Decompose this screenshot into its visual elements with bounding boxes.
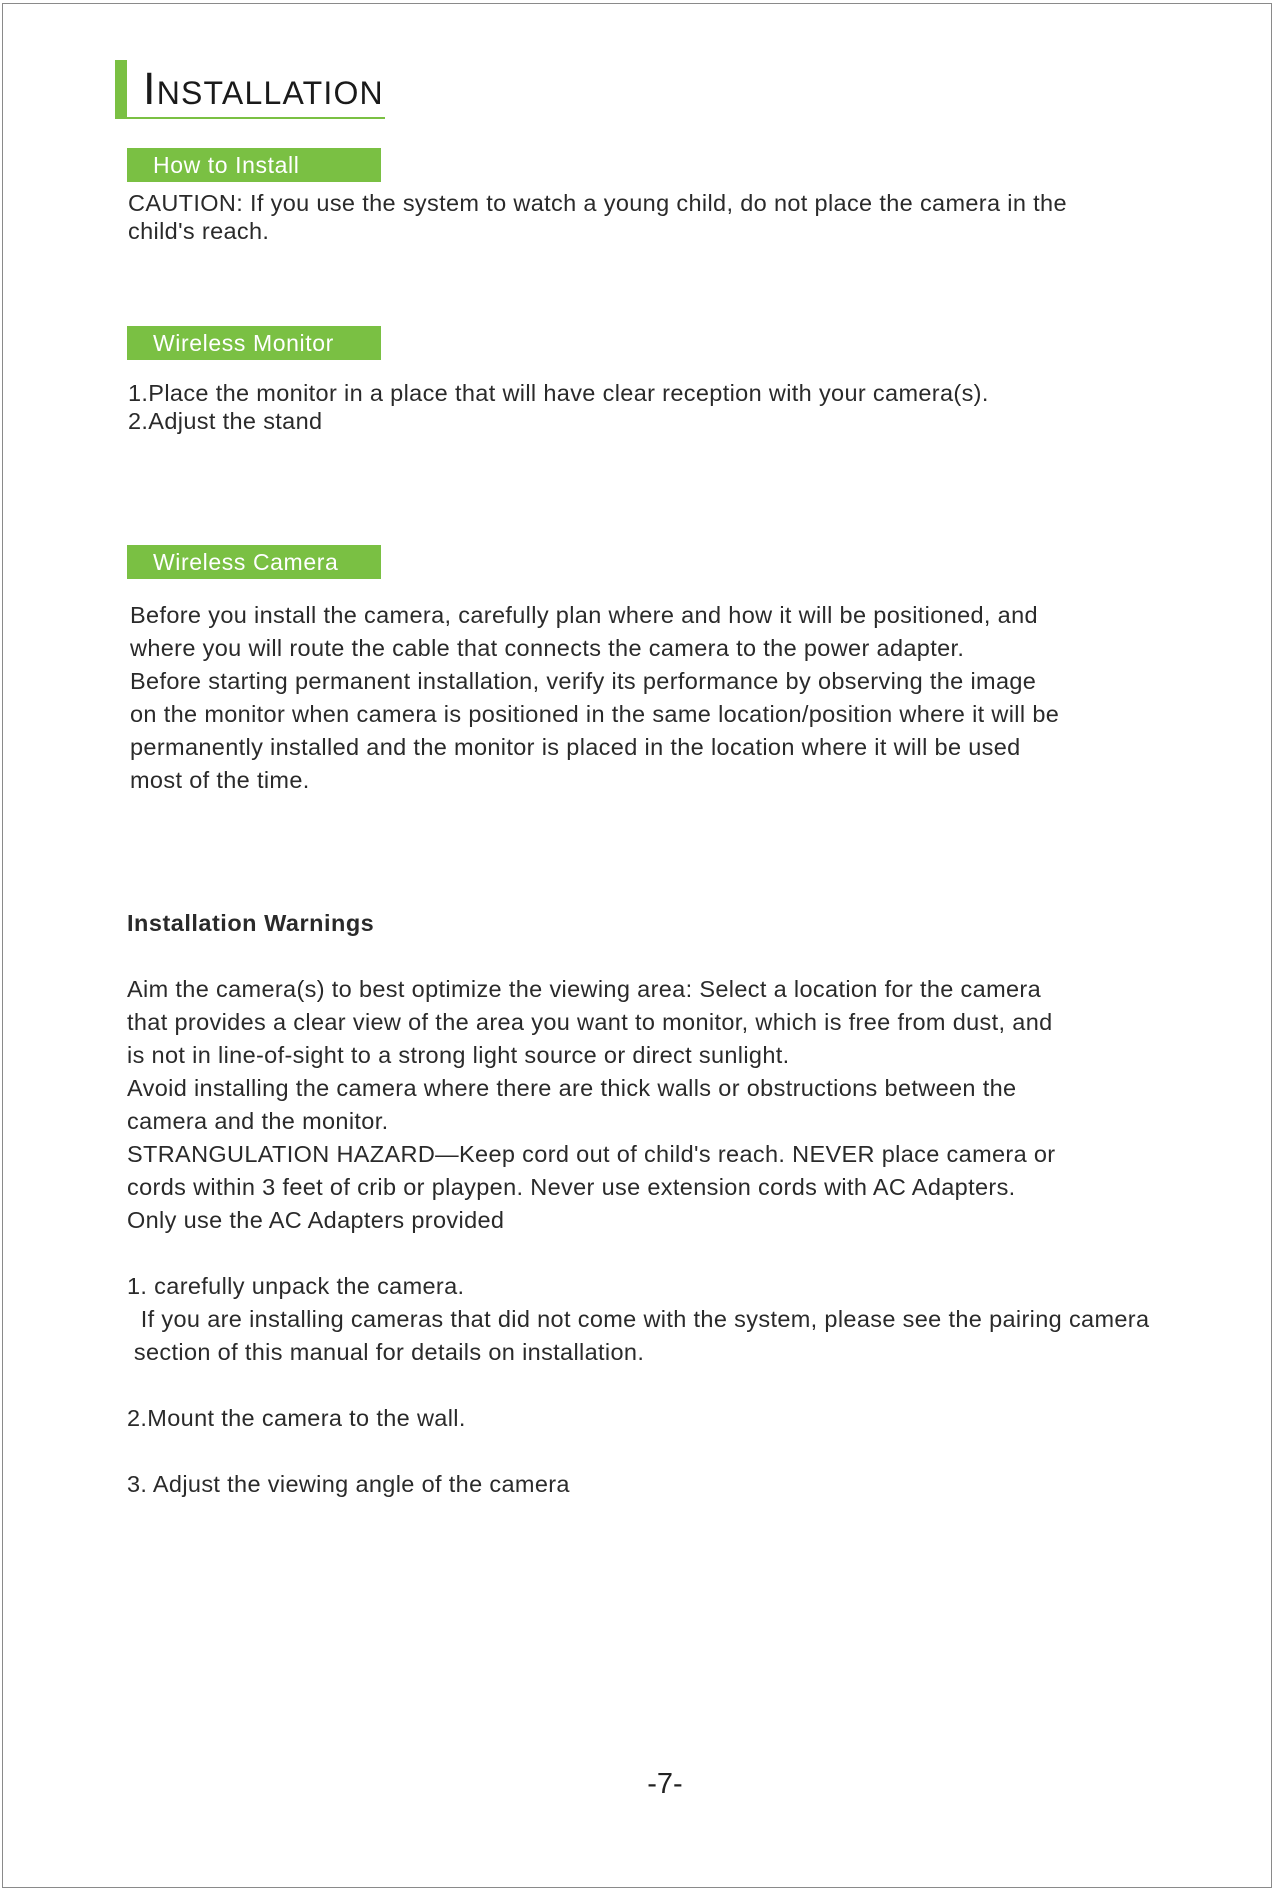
installation-warnings-heading: Installation Warnings	[127, 910, 375, 936]
camera-instructions	[130, 599, 1059, 797]
page-border	[2, 3, 1272, 1888]
monitor-step: 2.Adjust the stand	[128, 408, 323, 434]
spacer	[127, 1237, 1149, 1270]
title-underline	[115, 117, 385, 119]
spacer	[127, 1435, 1149, 1468]
camera-line: Before you install the camera, carefully plan where and how it will be positioned, and	[130, 602, 1038, 628]
warning-line: Avoid installing the camera where there are thick walls or obstructions between the	[127, 1075, 1017, 1101]
caution-line: child's reach.	[128, 218, 270, 244]
install-step: 1. carefully unpack the camera.	[127, 1273, 465, 1299]
page-number: -7-	[647, 1768, 683, 1800]
page-title: Installation	[143, 63, 384, 114]
install-step: 2.Mount the camera to the wall.	[127, 1405, 466, 1431]
install-step: 3. Adjust the viewing angle of the camera	[127, 1471, 570, 1497]
warning-line: that provides a clear view of the area you want to monitor, which is free from dust, and	[127, 1009, 1053, 1035]
warning-line: cords within 3 feet of crib or playpen. Never use extension cords with AC Adapters.	[127, 1174, 1016, 1200]
spacer	[127, 1369, 1149, 1402]
page-title-block	[115, 60, 385, 118]
section-label-wireless-camera: Wireless Camera	[127, 545, 381, 579]
warning-line: Aim the camera(s) to best optimize the viewing area: Select a location for the camera	[127, 976, 1042, 1002]
camera-line: Before starting permanent installation, verify its performance by observing the image	[130, 668, 1037, 694]
monitor-step: 1.Place the monitor in a place that will have clear reception with your camera(s).	[128, 380, 989, 406]
camera-line: on the monitor when camera is positioned in the same location/position where it will be	[130, 701, 1060, 727]
warning-line: Only use the AC Adapters provided	[127, 1207, 505, 1233]
camera-line: where you will route the cable that connects the camera to the power adapter.	[130, 635, 965, 661]
camera-line: most of the time.	[130, 767, 310, 793]
monitor-steps	[128, 379, 989, 435]
warning-line: camera and the monitor.	[127, 1108, 389, 1134]
title-accent-bar	[115, 60, 127, 118]
caution-line: CAUTION: If you use the system to watch a young child, do not place the camera in the	[128, 190, 1067, 216]
section-label-how-to-install: How to Install	[127, 148, 381, 182]
warning-line: is not in line-of-sight to a strong light source or direct sunlight.	[127, 1042, 790, 1068]
caution-text	[128, 189, 1067, 245]
warning-line: STRANGULATION HAZARD—Keep cord out of child's reach. NEVER place camera or	[127, 1141, 1056, 1167]
install-step-note: If you are installing cameras that did not come with the system, please see the pairing camera	[127, 1306, 1150, 1332]
install-step-note: section of this manual for details on installation.	[127, 1339, 645, 1365]
section-label-wireless-monitor: Wireless Monitor	[127, 326, 381, 360]
warnings-text	[127, 973, 1149, 1501]
camera-line: permanently installed and the monitor is placed in the location where it will be used	[130, 734, 1021, 760]
